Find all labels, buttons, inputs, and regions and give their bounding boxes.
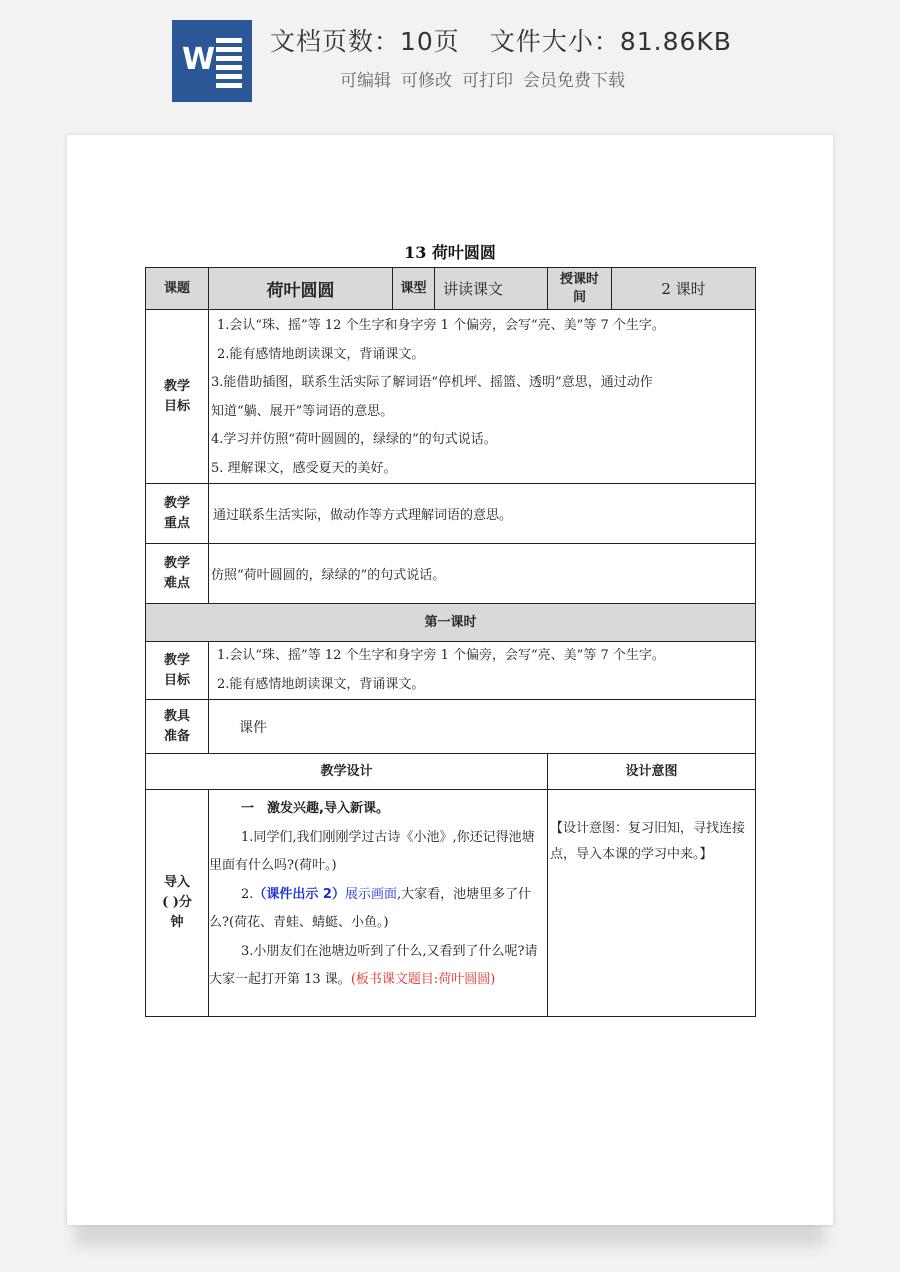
document-title: 13 荷叶圆圆	[404, 243, 496, 262]
tools-label: 教具准备	[146, 700, 209, 754]
section-title: 一 激发兴趣,导入新课。	[241, 801, 389, 816]
lesson1-heading: 第一课时	[146, 604, 756, 642]
goal-item: 4.学习并仿照“荷叶圆圆的，绿绿的”的句式说话。	[211, 432, 497, 447]
download-header	[0, 0, 900, 115]
intro-paragraph-1: 1.同学们,我们刚刚学过古诗《小池》,你还记得池塘里面有什么吗?(荷叶。)	[209, 829, 535, 873]
design-heading-row	[146, 754, 756, 790]
goals-list	[209, 310, 756, 484]
difficulties-text: 仿照“荷叶圆圆的，绿绿的”的句式说话。	[209, 544, 756, 604]
show-picture-text: 展示画面	[344, 886, 397, 902]
design-heading: 教学设计	[146, 754, 548, 790]
file-size: 文件大小：81.86KB	[489, 27, 732, 56]
intro-label-line3: 钟	[170, 915, 184, 930]
p2-number: 2.	[241, 886, 254, 902]
page-count: 文档页数：10页	[270, 27, 460, 56]
blackboard-note: (板书课文题目:荷叶圆圆)	[350, 972, 496, 987]
goal-item: 1.会认“珠、摇”等 12 个生字和身字旁 1 个偏旁，会写“亮、美”等 7 个生字。	[217, 318, 665, 333]
intent-heading: 设计意图	[548, 754, 756, 790]
file-meta	[270, 22, 732, 58]
tools-value: 课件	[209, 700, 756, 754]
lesson1-heading-row	[146, 604, 756, 642]
type-value: 讲读课文	[435, 268, 548, 310]
feature-free-download: 会员免费下载	[523, 71, 625, 91]
time-label: 授课时间	[548, 268, 612, 310]
courseware-cue: （课件出示 2）	[253, 886, 345, 902]
topic-value: 荷叶圆圆	[209, 268, 393, 310]
topic-label: 课题	[146, 268, 209, 310]
goal-item: 1.会认“珠、摇”等 12 个生字和身字旁 1 个偏旁，会写“亮、美”等 7 个生字。	[217, 648, 665, 663]
time-value: 2 课时	[612, 268, 756, 310]
goal-item: 知道“躺、展开”等词语的意思。	[211, 403, 394, 419]
difficulties-label: 教学难点	[146, 544, 209, 604]
intro-paragraph-2	[209, 881, 547, 938]
goal-item: 3.能借助插图，联系生活实际了解词语“停机坪、摇篮、透明”意思，通过动作	[211, 375, 653, 390]
intro-label-line2: ( )分	[162, 895, 192, 910]
feature-list	[340, 66, 625, 91]
goal-item: 2.能有感情地朗读课文，背诵课文。	[217, 346, 425, 362]
goals-row	[146, 310, 756, 484]
intro-content	[209, 790, 548, 1017]
key-points-row	[146, 484, 756, 544]
p2-rest: ,大家看，池塘里多了什么?(荷花、青蛙、蜻蜓、小鱼。)	[209, 886, 532, 930]
lesson1-goals-label: 教学目标	[146, 642, 209, 700]
feature-editable: 可编辑	[340, 71, 391, 91]
intro-paragraph-3	[209, 938, 547, 995]
lesson1-goals-list	[209, 642, 756, 700]
goals-label: 教学目标	[146, 310, 209, 484]
intro-label	[146, 790, 209, 1017]
lesson-plan-table	[145, 267, 756, 1017]
key-points-label: 教学重点	[146, 484, 209, 544]
lesson1-goals-row	[146, 642, 756, 700]
key-points-text: 通过联系生活实际，做动作等方式理解词语的意思。	[209, 484, 756, 544]
topic-row	[146, 268, 756, 310]
tools-row	[146, 700, 756, 754]
document-page	[67, 135, 833, 1225]
intro-row	[146, 790, 756, 1017]
type-label: 课型	[393, 268, 435, 310]
goal-item: 5. 理解课文，感受夏天的美好。	[211, 460, 397, 476]
feature-printable: 可打印	[462, 71, 513, 91]
feature-modifiable: 可修改	[401, 71, 452, 91]
difficulties-row	[146, 544, 756, 604]
word-document-icon: W	[172, 20, 252, 102]
goal-item: 2.能有感情地朗读课文，背诵课文。	[217, 676, 425, 692]
p3-text: 3.小朋友们在池塘边听到了什么,又看到了什么呢?请大家一起打开第 13 课。	[209, 943, 538, 987]
intro-label-line1: 导入	[163, 875, 190, 890]
design-intent: 【设计意图：复习旧知，寻找连接点，导入本课的学习中来。】	[548, 790, 756, 1017]
